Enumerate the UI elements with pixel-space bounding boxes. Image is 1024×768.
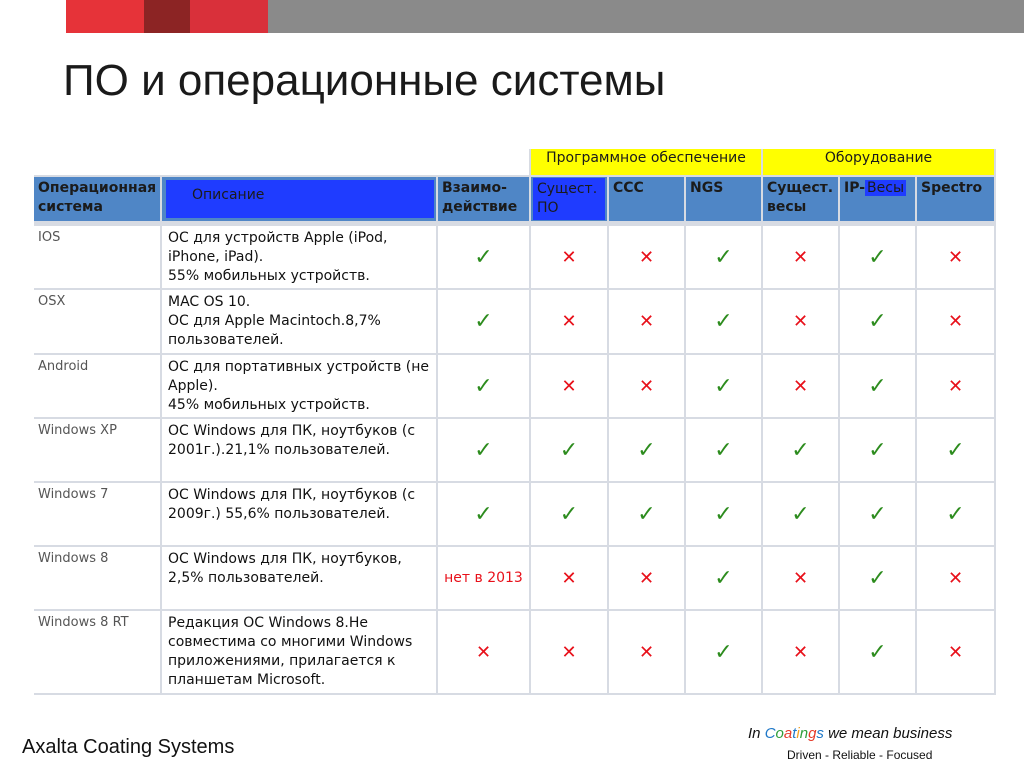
tagline-letter: g	[808, 725, 817, 742]
table-row-os: Windows 8 RT	[34, 611, 160, 693]
check-icon: ✓	[686, 419, 761, 481]
check-icon: ✓	[686, 611, 761, 693]
cross-icon: ✕	[531, 226, 607, 288]
check-icon: ✓	[438, 419, 529, 481]
header-existing-software	[531, 177, 607, 221]
tagline-letter: C	[764, 725, 776, 742]
table-row-os: Windows 8	[34, 547, 160, 609]
table-row-os: Windows XP	[34, 419, 160, 481]
header-spectro: Spectro	[917, 177, 994, 221]
table-row-description: Редакция ОС Windows 8.Не совместима со многими Windows приложениями, прилагается к планшетам Microsoft.	[162, 611, 436, 693]
check-icon: ✓	[438, 355, 529, 417]
check-icon: ✓	[840, 419, 915, 481]
tagline	[748, 725, 952, 742]
table-row-description: ОС Windows для ПК, ноутбуков (с 2009г.) 55,6% пользователей.	[162, 483, 436, 545]
header-description-label: Описание	[166, 180, 434, 218]
table-row-description: MAC OS 10. ОС для Apple Macintoch.8,7% пользователей.	[162, 290, 436, 353]
cross-icon: ✕	[917, 290, 994, 353]
table-row-description: ОС Windows для ПК, ноутбуков (с 2001г.).21,1% пользователей.	[162, 419, 436, 481]
table-row-description: ОС Windows для ПК, ноутбуков, 2,5% пользователей.	[162, 547, 436, 609]
cross-icon: ✕	[531, 547, 607, 609]
check-icon: ✓	[840, 611, 915, 693]
cross-icon: ✕	[531, 290, 607, 353]
tagline-letter: i	[796, 725, 800, 742]
tagline-suffix: we mean business	[823, 725, 953, 742]
check-icon: ✓	[763, 419, 838, 481]
tagline-letter: o	[775, 725, 784, 742]
check-icon: ✓	[438, 290, 529, 353]
table-row-description: ОС для устройств Apple (iPod, iPhone, iPad). 55% мобильных устройств.	[162, 226, 436, 288]
cross-icon: ✕	[763, 290, 838, 353]
header-ngs: NGS	[686, 177, 761, 221]
check-icon: ✓	[840, 547, 915, 609]
os-software-table	[34, 149, 996, 695]
check-icon: ✓	[531, 419, 607, 481]
header-os: Операционная система	[34, 177, 160, 221]
check-icon: ✓	[686, 226, 761, 288]
table-row-os: Windows 7	[34, 483, 160, 545]
check-icon: ✓	[917, 419, 994, 481]
check-icon: ✓	[763, 483, 838, 545]
check-icon: ✓	[840, 483, 915, 545]
check-icon: ✓	[438, 483, 529, 545]
check-icon: ✓	[686, 290, 761, 353]
check-icon: ✓	[531, 483, 607, 545]
tagline-coatings-word	[765, 725, 824, 742]
check-icon: ✓	[609, 483, 684, 545]
tagline-prefix: In	[748, 725, 765, 742]
company-name: Axalta Coating Systems	[22, 736, 235, 758]
check-icon: ✓	[840, 290, 915, 353]
header-existing-software-label: Сущест. ПО	[533, 178, 605, 220]
check-icon: ✓	[840, 226, 915, 288]
cross-icon: ✕	[763, 355, 838, 417]
cross-icon: ✕	[763, 611, 838, 693]
check-icon: ✓	[686, 355, 761, 417]
cross-icon: ✕	[609, 355, 684, 417]
cross-icon: ✕	[609, 547, 684, 609]
group-header-software: Программное обеспечение	[531, 149, 761, 175]
sub-tagline: Driven - Reliable - Focused	[787, 748, 933, 762]
header-interaction: Взаимо-действие	[438, 177, 529, 221]
tagline-letter: s	[816, 725, 824, 742]
tagline-letter: t	[792, 725, 797, 742]
cross-icon: ✕	[609, 226, 684, 288]
cross-icon: ✕	[609, 611, 684, 693]
header-spacer	[34, 149, 529, 175]
check-icon: ✓	[438, 226, 529, 288]
table-row-os: IOS	[34, 226, 160, 288]
cross-icon: ✕	[917, 611, 994, 693]
group-header-hardware: Оборудование	[763, 149, 994, 175]
cross-icon: ✕	[763, 226, 838, 288]
cross-icon: ✕	[609, 290, 684, 353]
header-ip-scales	[840, 177, 915, 221]
tagline-letter: n	[799, 725, 809, 742]
table-row-os: Android	[34, 355, 160, 417]
cross-icon: ✕	[531, 611, 607, 693]
cross-icon: ✕	[917, 355, 994, 417]
table-row-os: OSX	[34, 290, 160, 353]
check-icon: ✓	[840, 355, 915, 417]
header-ip-prefix: IP-	[844, 180, 866, 196]
check-icon: ✓	[917, 483, 994, 545]
table-row-note: нет в 2013	[438, 547, 529, 609]
check-icon: ✓	[686, 483, 761, 545]
cross-icon: ✕	[917, 547, 994, 609]
table-row-description: ОС для портативных устройств (не Apple). 45% мобильных устройств.	[162, 355, 436, 417]
cross-icon: ✕	[438, 611, 529, 693]
top-band-dark	[144, 0, 190, 33]
check-icon: ✓	[686, 547, 761, 609]
page-title: ПО и операционные системы	[63, 56, 666, 105]
top-band-gray	[268, 0, 1024, 33]
header-description	[162, 177, 436, 221]
cross-icon: ✕	[917, 226, 994, 288]
header-ccc: CCC	[609, 177, 684, 221]
cross-icon: ✕	[531, 355, 607, 417]
top-band-red-2	[190, 0, 268, 33]
tagline-letter: a	[783, 725, 793, 742]
top-band-red	[66, 0, 144, 33]
cross-icon: ✕	[763, 547, 838, 609]
check-icon: ✓	[609, 419, 684, 481]
header-ip-scales-label: Весы	[867, 180, 905, 196]
header-existing-scales: Сущест. весы	[763, 177, 838, 221]
